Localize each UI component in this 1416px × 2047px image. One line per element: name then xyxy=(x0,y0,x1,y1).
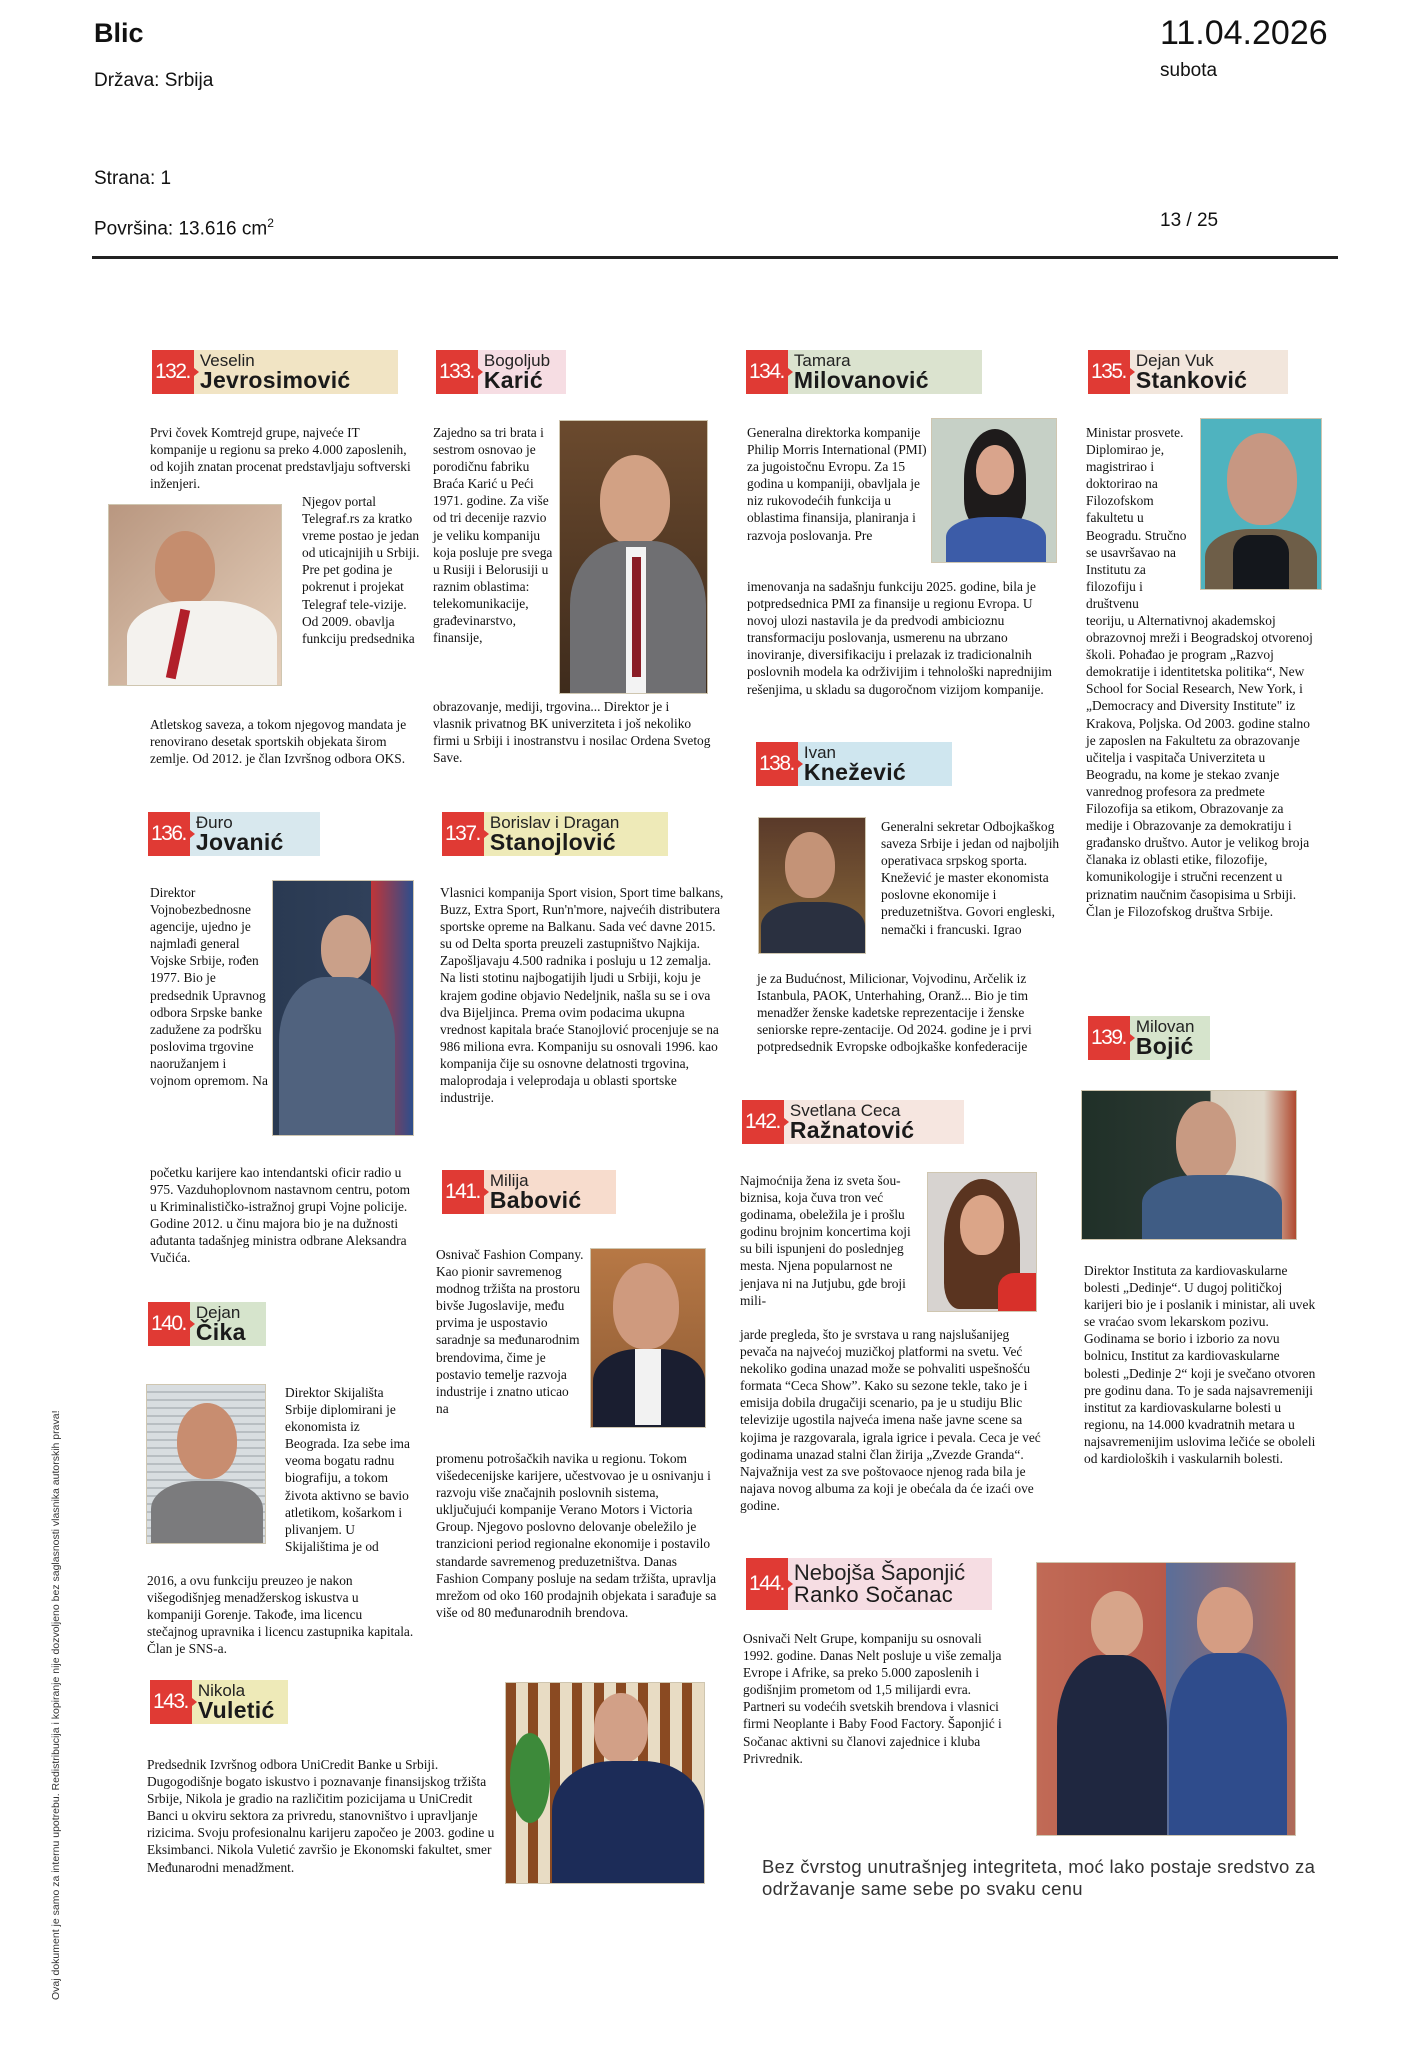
page-counter: 13 / 25 xyxy=(1160,210,1219,231)
rank-badge: 134. xyxy=(746,350,788,394)
bio-138-bottom: je za Budućnost, Milicionar, Vojvodinu, Arčelik iz Istanbula, PAOK, Unterhahing, Oranž... Bio je tim menadžer ženske kadetske reprezentacije i ženske seniorske repre-zentacije. Od 2024. godine je i prvi potpredsednik Evropske odbojkaške konfederacije xyxy=(757,971,1032,1055)
last-name: Stanković xyxy=(1135,367,1248,393)
last-name: Čika xyxy=(195,1319,246,1345)
photo-saponjic-socanac xyxy=(1036,1562,1296,1836)
profile-header-142 xyxy=(742,1100,964,1144)
rank-badge: 138. xyxy=(756,742,798,786)
last-name: Jovanić xyxy=(195,829,284,855)
profile-header-141 xyxy=(442,1170,616,1214)
first-name: Veselin xyxy=(199,351,255,370)
name-block xyxy=(200,350,357,394)
name-block xyxy=(794,350,935,394)
last-name: Ražnatović xyxy=(789,1117,915,1143)
name-block xyxy=(196,1302,252,1346)
first-name: Milija xyxy=(489,1171,529,1190)
profile-header-135 xyxy=(1088,350,1288,394)
pull-quote: Bez čvrstog unutrašnjeg integriteta, moć lako postaje sredstvo za održavanje same sebe po svaku cenu xyxy=(762,1856,1316,1899)
photo-cika xyxy=(146,1384,266,1544)
profile-header-139 xyxy=(1088,1016,1210,1060)
first-name: Nikola xyxy=(197,1681,246,1700)
first-name: Dejan Vuk xyxy=(1135,351,1214,370)
area-value: Površina: 13.616 cm xyxy=(94,218,268,240)
name-block xyxy=(804,742,912,786)
bio-142-bottom: jarde pregleda, što je svrstava u rang najslušanijeg pevača na najvećoj muzičkoj platformi na svetu. Već nekoliko godina unazad može se pohvaliti uspešnošću formata “Ceca Show”. Kako su sezone tekle, tako je i emisija dobila drugačiji scenario, pa je u studiju Blic televizije ugostila najveća imena naše javne scene sa kojima je razgovarala, igrala igrice i pevala. Ceca je već godinama unazad stalni član žirija „Zvezde Granda“. Najvažnija vest za sve poštovaoce njenog rada bila je najava novog albuma za koji je obećala da će izaći ove godine. xyxy=(740,1327,1041,1513)
bio-138-side: Generalni sekretar Odbojkaškog saveza Srbije i jedan od najboljih operativaca srpskog sporta. Knežević je master ekonomista poslovne ekonomije i preduzetništva. Govori engleski, nemački i francuski. Igrao xyxy=(881,819,1060,937)
first-name: Milovan xyxy=(1135,1017,1195,1036)
name-block xyxy=(490,812,625,856)
photo-vuletic xyxy=(505,1682,705,1884)
bio-142-side: Najmoćnija žena iz sveta šou-biznisa, koja čuva tron već godinama, obeležila je i prošlu godinu brojnim koncertima koji su bili ispunjeni do poslednjeg mesta. Njena popularnost ne jenjava ni na Jutjubu, gde broji mili- xyxy=(740,1173,911,1308)
rank-badge: 144. xyxy=(746,1558,788,1610)
bio-133-bottom: obrazovanje, mediji, trgovina... Direktor je i vlasnik privatnog BK univerziteta i još nekoliko firmi u Srbiji i inostranstvu i nosilac Ordena Svetog Save. xyxy=(433,699,711,766)
profile-header-137 xyxy=(442,812,668,856)
photo-babovic xyxy=(590,1248,706,1428)
last-name: Stanojlović xyxy=(489,829,616,855)
profile-header-133 xyxy=(436,350,566,394)
name-block xyxy=(1136,1016,1201,1060)
profile-header-136 xyxy=(148,812,320,856)
profile-header-138 xyxy=(756,742,952,786)
bio-132-bottom: Atletskog saveza, a tokom njegovog mandata je renovirano desetak sportskih objekata širom zemlje. Od 2012. je član Izvršnog odbora OKS. xyxy=(150,717,407,767)
photo-stankovic xyxy=(1200,418,1322,590)
profile-header-132 xyxy=(152,350,398,394)
rank-badge: 136. xyxy=(148,812,190,856)
photo-jovanic xyxy=(272,880,414,1136)
bio-141-side: Osnivač Fashion Company. Kao pionir savremenog modnog tržišta na prostoru bivše Jugoslavije, među prvima je uspostavio saradnje sa međunarodnim brendovima, čime je postavio temelje razvoja industrije i znatno uticao na xyxy=(436,1247,584,1416)
bio-143: Predsednik Izvršnog odbora UniCredit Banke u Srbiji. Dugogodišnje bogato iskustvo i poznavanje finansijskog tržišta Srbije, Nikola je gradio na različitim pozicijama u UniCredit Banci u okviru sektora za privredu, stanovništvo i upravljanje rizicima. Svoju profesionalnu karijeru započeo je 2003. godine u Eksimbanci. Nikola Vuletić završio je Ekonomski fakultet, smer Međunarodni menadžment. xyxy=(147,1757,495,1875)
rank-badge: 135. xyxy=(1088,350,1130,394)
bio-140-side: Direktor Skijališta Srbije diplomirani je ekonomista iz Beograda. Iza sebe ima veoma bogatu radnu biografiju, a tokom života aktivno se bavio atletikom, košarkom i plivanjem. U Skijalištima je od xyxy=(285,1385,410,1554)
bio-136-bottom: početku karijere kao intendantski oficir radio u 975. Vazduhoplovnom nastavnom centru, potom u Kriminalističko-istražnoj grupi Vojne policije. Godine 2012. u činu majora bio je na dužnosti ađutanta tadašnjeg ministra odbrane Aleksandra Vučića. xyxy=(150,1165,411,1266)
last-name: Vuletić xyxy=(197,1697,275,1723)
publication-day: subota xyxy=(1160,60,1218,81)
last-name: Bojić xyxy=(1135,1033,1194,1059)
name-block xyxy=(1136,350,1253,394)
bio-144: Osnivači Nelt Grupe, kompaniju su osnovali 1992. godine. Danas Nelt posluje u više zemalja Evrope i Afrike, sa preko 5.000 zaposlenih i godišnjim prometom od 1,5 milijardi evra. Partneri su vodećih svetskih brendova i vlasnici firmi Neoplante i Baby Food Factory. Šaponjić i Sočanac aktivni su članovi zajednice i kluba Privrednik. xyxy=(743,1631,1002,1766)
name-block xyxy=(490,1170,588,1214)
photo-raznatovic xyxy=(927,1172,1037,1312)
photo-jevrosimovic xyxy=(108,504,282,686)
first-name: Borislav i Dragan xyxy=(489,813,620,832)
first-name: Nebojša Šaponjić xyxy=(793,1560,966,1585)
first-name: Svetlana Ceca xyxy=(789,1101,901,1120)
photo-knezevic xyxy=(758,817,866,954)
photo-bojic xyxy=(1081,1090,1297,1240)
last-name: Knežević xyxy=(803,759,906,785)
first-name: Đuro xyxy=(195,813,233,832)
rank-badge: 133. xyxy=(436,350,478,394)
copyright-notice: Ovaj dokument je samo za internu upotrebu. Redistribucija i kopiranje nije dozvoljeno bez saglasnosti vlasnika autorskih prava! xyxy=(50,1410,62,2000)
last-name: Jevrosimović xyxy=(199,367,351,393)
rank-badge: 137. xyxy=(442,812,484,856)
bio-133-side: Zajedno sa tri brata i sestrom osnovao je porodičnu fabriku Braća Karić u Peći 1971. godine. Za više od tri decenije razvio je veliku kompaniju koja posluje pre svega u Rusiji i Belorusiji u raznim oblastima: telekomunikacije, građevinarstvo, finansije, xyxy=(433,425,553,646)
rank-badge: 142. xyxy=(742,1100,784,1144)
rank-badge: 140. xyxy=(148,1302,190,1346)
profile-header-144 xyxy=(746,1558,992,1610)
header-divider xyxy=(92,256,1338,259)
rank-badge: 132. xyxy=(152,350,194,394)
name-block xyxy=(198,1680,281,1724)
bio-135-side: Ministar prosvete. Diplomirao je, magistrirao i doktorirao na Filozofskom fakultetu u Beogradu. Stručno se usavršavao na Institutu za filozofiju i društvenu xyxy=(1086,425,1187,611)
publication-title: Blic xyxy=(94,18,144,48)
name-block xyxy=(790,1100,920,1144)
name-block xyxy=(794,1558,971,1610)
bio-132-side: Njegov portal Telegraf.rs za kratko vreme postao je jedan od uticajnijih u Srbiji. Pre pet godina je pokrenut i projekat Telegraf tele-vizije. Od 2009. obavlja funkciju predsednika xyxy=(302,494,420,646)
bio-132-top: Prvi čovek Komtrejd grupe, najveće IT kompanije u regionu sa preko 4.000 zaposlenih, od kojih znatan procenat predstavljaju softverski inženjeri. xyxy=(150,425,411,492)
last-name: Ranko Sočanac xyxy=(793,1582,954,1607)
profile-header-140 xyxy=(148,1302,266,1346)
profile-header-143 xyxy=(150,1680,288,1724)
last-name: Babović xyxy=(489,1187,582,1213)
bio-137: Vlasnici kompanija Sport vision, Sport time balkans, Buzz, Extra Sport, Run'n'more, najvećih distributera sportske opreme na Balkanu. Sada već davne 2015. su od Delta sporta preuzeli zastupništvo Najkija. Zapošljavaju 4.500 radnika i posluju u 12 zemalja. Na listi stotinu najbogatijih ljudi u Srbiji, koju je krajem godine objavio Nedeljnik, našla su se i ova dva Bijeljinca. Prema ovim podacima ukupna vrednost kapitala braće Stanojlović procenjuje se na 986 miliona evra. Kompaniju su osnovali 1996. kao kompanija čije su osnovne delatnosti trgovina, maloprodaja i veleprodaja u oblasti sportske industrije. xyxy=(440,885,724,1106)
country-label: Država: Srbija xyxy=(94,70,214,91)
bio-135-bottom: teoriju, u Alternativnoj akademskoj obrazovnoj mreži i Beogradskoj otvorenoj školi. Pohađao je program „Razvoj demokratije i identitetska politika“, New School for Social Research, New York, i „Democracy and Diversity Institute" iz Krakova, Poljska. Od 2003. godine stalno je zaposlen na Fakultetu za obrazovanje učitelja i vaspitača Univerziteta u Beogradu, na kome je stekao zvanje vanrednog profesora za predmete Filozofija sa etikom, Obrazovanje za medije i Obrazovanje za demokratiju i građansko društvo. Autor je velikog broja članaka iz oblasti etike, filozofije, komunikologije i stručni recenzent u priznatim naučnim časopisima u Srbiji. Član je Filozofskog društva Srbije. xyxy=(1086,613,1313,919)
first-name: Bogoljub xyxy=(483,351,551,370)
bio-134-bottom: imenovanja na sadašnju funkciju 2025. godine, bila je potpredsednica PMI za finansije u regionu Evropa. U novoj ulozi nastavila je da predvodi ambicioznu transformaciju poslovanja, usmerenu na ubrzano inoviranje, diversifikaciju i prelazak iz tradicionalnih poslovnih modela ka održivijim i tehnološki naprednijim rešenjima, u skladu sa dugoročnom vizijom kompanije. xyxy=(747,579,1052,697)
bio-134-side: Generalna direktorka kompanije Philip Morris International (PMI) za jugoistočnu Evropu. Za 15 godina u kompaniji, obavljala je niz rukovodećih funkcija u oblastima finansija, planiranja i razvoja poslovanja. Pre xyxy=(747,425,927,543)
photo-milovanovic xyxy=(931,418,1057,563)
bio-141-bottom: promenu potrošačkih navika u regionu. Tokom višedecenijske karijere, učestvovao je u osnivanju i razvoju više značajnih poslovnih sistema, uključujući kompanije Verano Motors i Victoria Group. Njegovo poslovno delovanje obeležilo je tranzicioni period regionalne ekonomije i postavilo standarde savremenog preduzetništva. Danas Fashion Company posluje na sedam tržišta, upravlja mrežom od oko 160 prodajnih objekata i sarađuje sa više od 80 međunarodnih brendova. xyxy=(436,1451,717,1620)
rank-badge: 139. xyxy=(1088,1016,1130,1060)
name-block xyxy=(196,812,290,856)
name-block xyxy=(484,350,556,394)
rank-badge: 143. xyxy=(150,1680,192,1724)
page-label: Strana: 1 xyxy=(94,168,172,189)
first-name: Ivan xyxy=(803,743,837,762)
photo-karic xyxy=(559,420,708,694)
publication-date: 11.04.2026 xyxy=(1160,14,1328,52)
first-name: Dejan xyxy=(195,1303,241,1322)
bio-136-side: Direktor Vojnobezbednosne agencije, ujedno je najmlađi general Vojske Srbije, rođen 1977. Bio je predsednik Upravnog odbora Srpske banke zadužene za podršku poslovima trgovine naoružanjem i vojnom opremom. Na xyxy=(150,885,268,1089)
rank-badge: 141. xyxy=(442,1170,484,1214)
area-exponent: 2 xyxy=(267,216,274,230)
last-name: Karić xyxy=(483,367,543,393)
profile-header-134 xyxy=(746,350,982,394)
last-name: Milovanović xyxy=(793,367,929,393)
area-label xyxy=(94,216,274,240)
bio-140-bottom: 2016, a ovu funkciju preuzeo je nakon višegodišnjeg menadžerskog iskustva u kompaniji Gorenje. Takođe, ima licencu stečajnog upravnika i licencu zastupnika kapitala. Član je SNS-a. xyxy=(147,1573,414,1657)
bio-139: Direktor Instituta za kardiovaskularne bolesti „Dedinje“. U dugoj političkoj karijeri bio je i poslanik i ministar, ali uvek se vraćao svom lekarskom pozivu. Godinama se borio i izborio za novu bolnicu, Institut za kardiovaskularne bolesti „Dedinje 2“ koji je svečano otvoren pre godinu dana. To je sada najsavremeniji institut za kardiovaskularne bolesti u regionu, na 14.000 kvadratnih metara u najsavremenijim uslovima lečiće se oboleli od kardioloških i vaskularnih bolesti. xyxy=(1084,1263,1316,1467)
first-name: Tamara xyxy=(793,351,851,370)
